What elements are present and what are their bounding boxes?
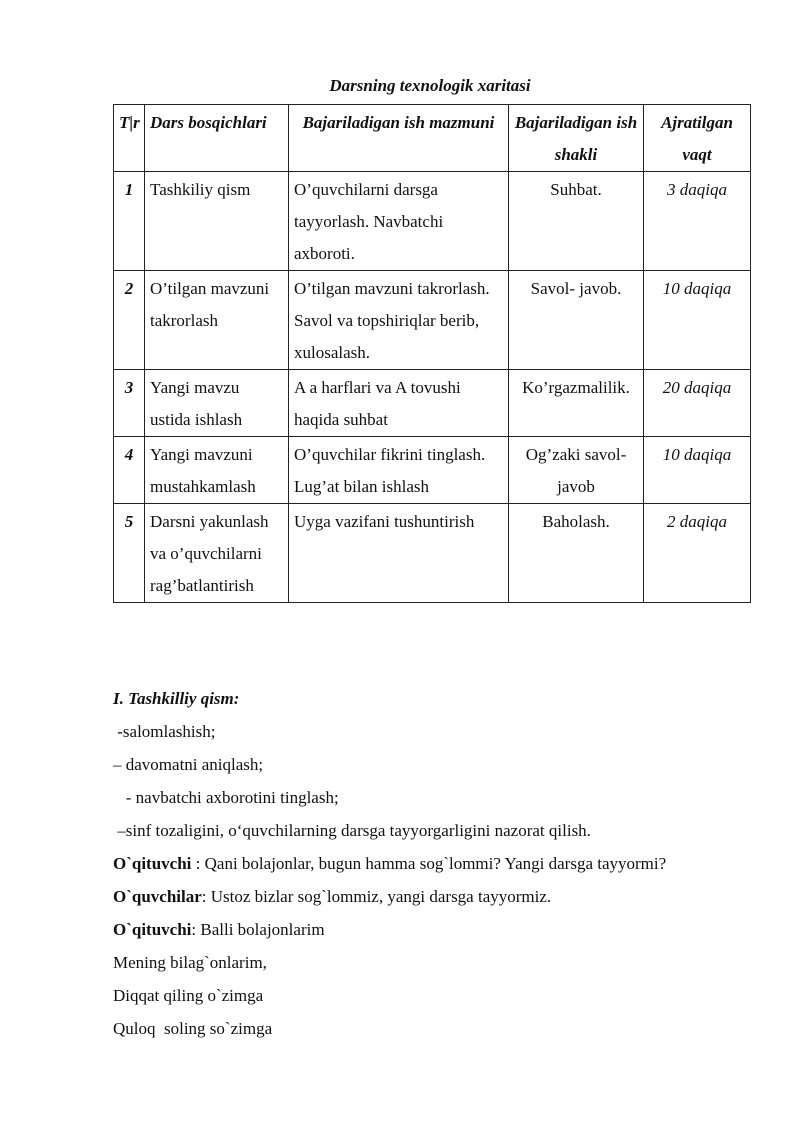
list-item: - navbatchi axborotini tinglash;	[113, 788, 339, 807]
row-number: 3	[114, 370, 145, 437]
dialogue-text: : Ustoz bizlar sog`lommiz, yangi darsga tayyormiz.	[201, 887, 552, 906]
row-stage: Darsni yakunlash va o’quvchilarni rag’batlantirish	[145, 504, 289, 603]
row-content: O’tilgan mavzuni takrorlash. Savol va topshiriqlar berib, xulosalash.	[289, 271, 509, 370]
table-row	[114, 370, 751, 437]
row-stage: O’tilgan mavzuni takrorlash	[145, 271, 289, 370]
row-time: 20 daqiqa	[644, 370, 751, 437]
dialogue-line	[113, 880, 773, 913]
table-header-row	[114, 105, 751, 172]
speaker-name: O`quvchilar	[113, 887, 202, 906]
lesson-map-table	[113, 104, 751, 603]
dialogue-text: : Balli bolajonlarim	[191, 920, 325, 939]
row-stage: Tashkiliy qism	[145, 172, 289, 271]
poem-line: Quloq soling so`zimga	[113, 1019, 273, 1038]
row-form: Savol- javob.	[509, 271, 644, 370]
table-row	[114, 437, 751, 504]
header-content: Bajariladigan ish mazmuni	[289, 105, 509, 172]
poem-line: Diqqat qiling o`zimga	[113, 986, 264, 1005]
row-content: O’quvchilar fikrini tinglash. Lug’at bilan ishlash	[289, 437, 509, 504]
row-number: 4	[114, 437, 145, 504]
dialogue-line	[113, 847, 773, 880]
row-form: Baholash.	[509, 504, 644, 603]
table-row	[114, 504, 751, 603]
header-time: Ajratilgan vaqt	[644, 105, 751, 172]
row-content: Uyga vazifani tushuntirish	[289, 504, 509, 603]
row-content: O’quvchilarni darsga tayyorlash. Navbatchi axboroti.	[289, 172, 509, 271]
document-title: Darsning texnologik xaritasi	[329, 76, 531, 95]
header-form: Bajariladigan ish shakli	[509, 105, 644, 172]
speaker-name: O`qituvchi	[113, 854, 192, 873]
speaker-name: O`qituvchi	[113, 920, 192, 939]
row-number: 5	[114, 504, 145, 603]
row-time: 3 daqiqa	[644, 172, 751, 271]
poem-line: Mening bilag`onlarim,	[113, 953, 267, 972]
header-stages: Dars bosqichlari	[145, 105, 289, 172]
list-item: -salomlashish;	[113, 722, 216, 741]
row-stage: Yangi mavzu ustida ishlash	[145, 370, 289, 437]
row-number: 1	[114, 172, 145, 271]
table-row	[114, 172, 751, 271]
row-stage: Yangi mavzuni mustahkamlash	[145, 437, 289, 504]
row-form: Og’zaki savol-javob	[509, 437, 644, 504]
lesson-body	[113, 682, 773, 1045]
section-heading: I. Tashkilliy qism:	[113, 689, 240, 708]
list-item: – davomatni aniqlash;	[113, 755, 264, 774]
dialogue-text: : Qani bolajonlar, bugun hamma sog`lommi? Yangi darsga tayyormi?	[191, 854, 667, 873]
row-number: 2	[114, 271, 145, 370]
row-time: 2 daqiqa	[644, 504, 751, 603]
dialogue-line	[113, 913, 773, 946]
row-time: 10 daqiqa	[644, 437, 751, 504]
list-item: –sinf tozaligini, o‘quvchilarning darsga tayyorgarligini nazorat qilish.	[113, 821, 591, 840]
row-time: 10 daqiqa	[644, 271, 751, 370]
row-content: A a harflari va A tovushi haqida suhbat	[289, 370, 509, 437]
row-form: Suhbat.	[509, 172, 644, 271]
row-form: Ko’rgazmalilik.	[509, 370, 644, 437]
header-number: T|r	[114, 105, 145, 172]
table-row	[114, 271, 751, 370]
